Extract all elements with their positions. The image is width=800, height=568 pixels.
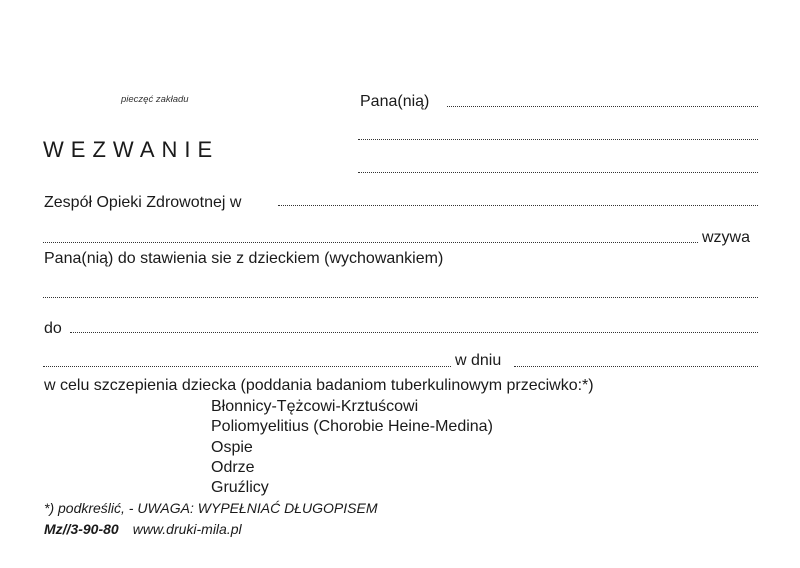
footer-line [44, 521, 242, 537]
zoz-line[interactable] [278, 205, 758, 206]
zoz-line-2[interactable] [43, 242, 698, 243]
footnote: *) podkreślić, - UWAGA: WYPEŁNIAĆ DŁUGOPISEM [44, 500, 378, 516]
addressee-label: Pana(nią) [360, 93, 430, 110]
website: www.druki-mila.pl [132, 521, 242, 537]
vaccine-item[interactable]: Odrze [211, 459, 255, 476]
to-line[interactable] [70, 332, 758, 333]
place-line[interactable] [43, 366, 451, 367]
vaccine-item[interactable]: Ospie [211, 439, 253, 456]
vaccine-item[interactable]: Błonnicy-Tężcowi-Krztuścowi [211, 398, 419, 415]
purpose-text: w celu szczepienia dziecka (poddania badaniom tuberkulinowym przeciwko:*) [44, 377, 594, 394]
document-title: WEZWANIE [43, 137, 220, 162]
on-day-label: w dniu [455, 352, 502, 369]
child-name-line[interactable] [43, 297, 758, 298]
date-line[interactable] [514, 366, 758, 367]
to-label: do [44, 320, 62, 337]
form-code: Mz//3-90-80 [44, 521, 119, 537]
addressee-line-1[interactable] [447, 106, 758, 107]
calls-label: wzywa [702, 229, 751, 246]
addressee-line-3[interactable] [358, 172, 758, 173]
stamp-label: pieczęć zakładu [121, 94, 189, 105]
vaccine-item[interactable]: Gruźlicy [211, 479, 269, 496]
vaccine-item[interactable]: Poliomyelitius (Chorobie Heine-Medina) [211, 418, 493, 435]
zoz-label: Zespół Opieki Zdrowotnej w [44, 194, 242, 211]
addressee-line-2[interactable] [358, 139, 758, 140]
appear-text: Pana(nią) do stawienia sie z dzieckiem (wychowankiem) [44, 250, 444, 267]
